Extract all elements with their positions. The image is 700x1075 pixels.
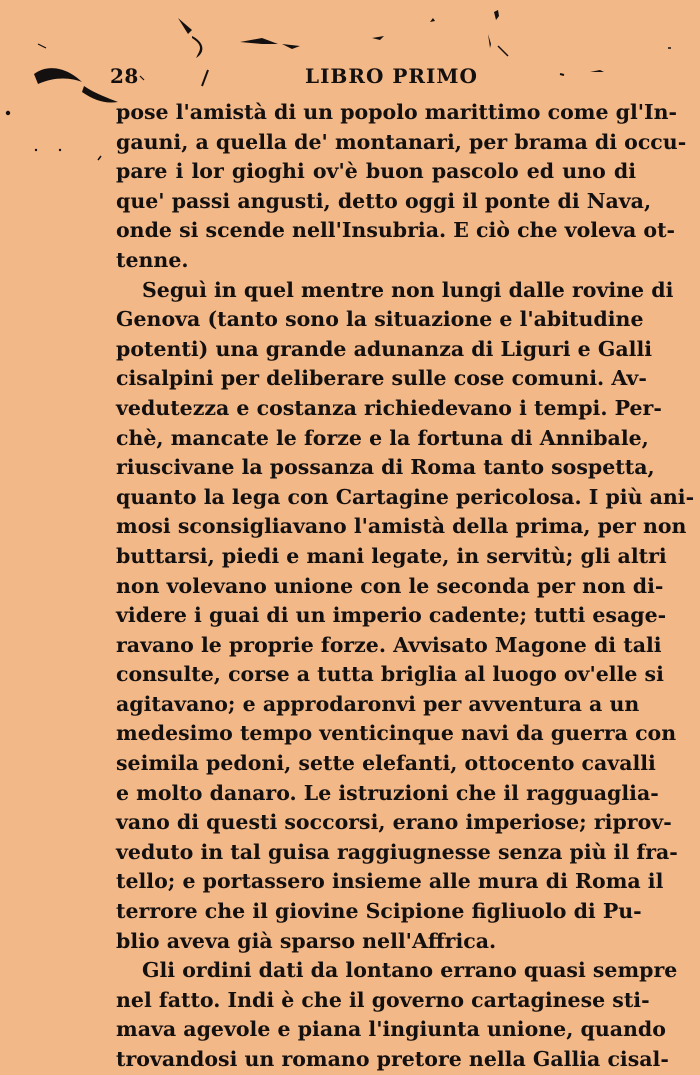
- text-line: consulte, corse a tutta briglia al luogo ov'elle si: [116, 662, 664, 687]
- text-line: blio aveva già sparso nell'Affrica.: [116, 928, 497, 953]
- text-line: vano di questi soccorsi, erano imperiose; riprov-: [116, 810, 672, 835]
- text-line: videre i guai di un imperio cadente; tutti esage-: [116, 603, 667, 628]
- text-line: trovandosi un romano pretore nella Gallia cisal-: [116, 1047, 669, 1071]
- text-line: tenne.: [116, 247, 189, 272]
- text-line: ravano le proprie forze. Avvisato Magone di tali: [116, 632, 662, 657]
- text-line: mava agevole e piana l'ingiunta unione, quando: [116, 1017, 666, 1042]
- text-line: terrore che il giovine Scipione figliuolo di Pu-: [116, 899, 642, 924]
- text-line: vedutezza e costanza richiedevano i tempi. Per-: [116, 395, 662, 420]
- text-line: medesimo tempo venticinque navi da guerra con: [116, 721, 677, 746]
- text-line: e molto danaro. Le istruzioni che il ragguaglia-: [116, 780, 659, 805]
- text-line: pose l'amistà di un popolo marittimo come gl'In-: [116, 100, 678, 124]
- text-line: cisalpini per deliberare sulle cose comuni. Av-: [116, 366, 647, 391]
- text-line: gauni, a quella de' montanari, per brama di occu-: [116, 129, 687, 154]
- text-line: buttarsi, piedi e mani legate, in servitù; gli altri: [116, 543, 667, 568]
- text-line: Gli ordini dati da lontano errano quasi sempre: [142, 958, 678, 983]
- text-line: Seguì in quel mentre non lungi dalle rovine di: [142, 277, 674, 302]
- text-line: tello; e portassero insieme alle mura di Roma il: [116, 869, 664, 894]
- running-head: LIBRO PRIMO: [305, 64, 478, 88]
- page-number: 28: [110, 64, 139, 88]
- text-line: onde si scende nell'Insubria. E ciò che voleva ot-: [116, 218, 676, 243]
- page-header: [110, 64, 630, 94]
- text-line: mosi sconsigliavano l'amistà della prima, per non: [116, 514, 687, 539]
- text-line: nel fatto. Indi è che il governo cartaginese sti-: [116, 987, 650, 1012]
- text-line: pare i lor gioghi ov'è buon pascolo ed uno di: [116, 159, 636, 184]
- text-line: non volevano unione con le seconda per non di-: [116, 573, 664, 598]
- text-line: potenti) una grande adunanza di Liguri e Galli: [116, 336, 653, 361]
- text-line: veduto in tal guisa raggiugnesse senza più il fra-: [116, 839, 678, 864]
- text-line: riuscivane la possanza di Roma tanto sospetta,: [116, 455, 655, 480]
- text-line: chè, mancate le forze e la fortuna di Annibale,: [116, 425, 649, 450]
- body-text: [116, 98, 695, 1075]
- text-line: agitavano; e approdaronvi per avventura a un: [116, 691, 640, 716]
- text-line: que' passi angusti, detto oggi il ponte di Nava,: [116, 188, 652, 213]
- text-line: Genova (tanto sono la situazione e l'abitudine: [116, 307, 644, 332]
- text-line: quanto la lega con Cartagine pericolosa. I più ani-: [116, 484, 695, 509]
- text-line: seimila pedoni, sette elefanti, ottocento cavalli: [116, 751, 656, 776]
